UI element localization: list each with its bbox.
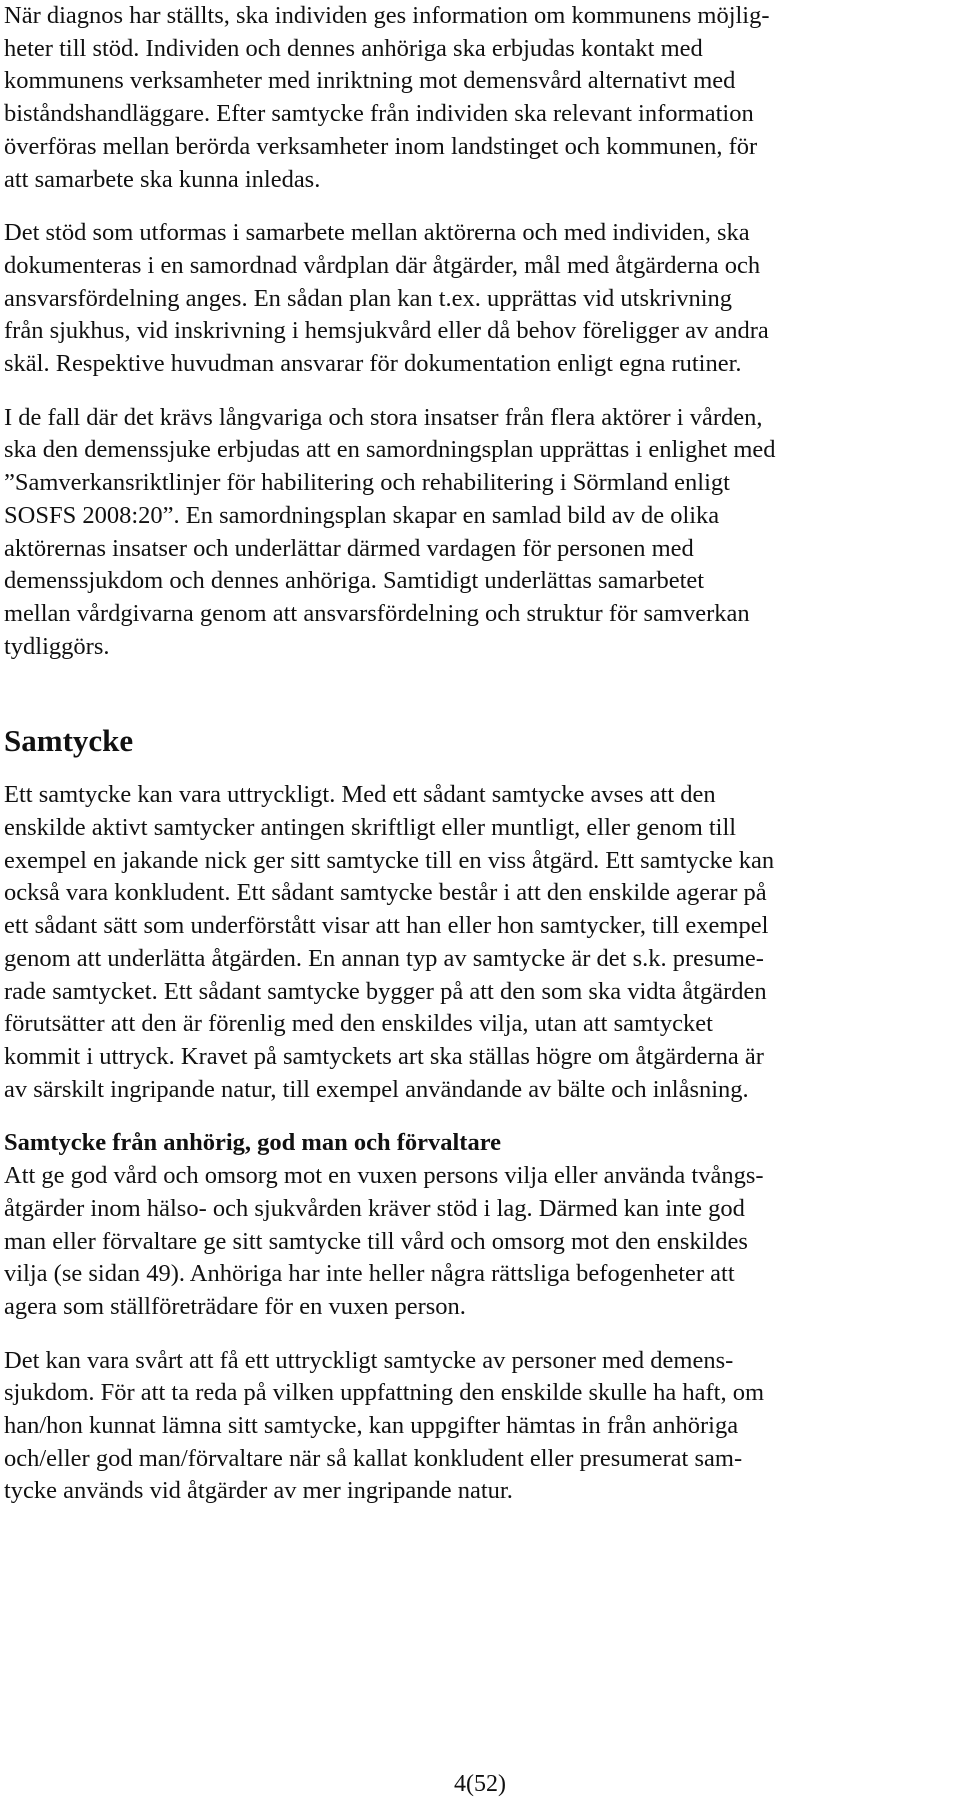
page-number: 4(52) bbox=[454, 1771, 506, 1797]
text-line: agera som ställföreträdare för en vuxen person. bbox=[4, 1292, 466, 1320]
text-line: vilja (se sidan 49). Anhöriga har inte heller några rättsliga befogenheter att bbox=[4, 1260, 735, 1288]
text-line: SOSFS 2008:20”. En samordningsplan skapar en samlad bild av de olika bbox=[4, 501, 720, 529]
text-line: åtgärder inom hälso- och sjukvården kräver stöd i lag. Därmed kan inte god bbox=[4, 1194, 745, 1222]
text-line: demenssjukdom och dennes anhöriga. Samtidigt underlättas samarbetet bbox=[4, 567, 705, 595]
paragraph-gap bbox=[4, 1324, 954, 1345]
paragraph-dementia-consent bbox=[4, 1345, 954, 1509]
text-line: Ett samtycke kan vara uttryckligt. Med ett sådant samtycke avses att den bbox=[4, 781, 716, 809]
paragraph-gap bbox=[4, 381, 954, 402]
text-line: heter till stöd. Individen och dennes anhöriga ska erbjudas kontakt med bbox=[4, 34, 703, 62]
text-line: När diagnos har ställts, ska individen ges information om kommunens möjlig- bbox=[4, 2, 770, 29]
text-line: av särskilt ingripande natur, till exempel användande av bälte och inlåsning. bbox=[4, 1075, 749, 1103]
text-line: Det stöd som utformas i samarbete mellan aktörerna och med individen, ska bbox=[4, 219, 750, 247]
text-line: ska den demenssjuke erbjudas att en samordningsplan upprättas i enlighet med bbox=[4, 436, 776, 464]
text-line: överföras mellan berörda verksamheter inom landstinget och kommunen, för bbox=[4, 132, 758, 160]
text-line: ett sådant sätt som underförstått visar att han eller hon samtycker, till exempel bbox=[4, 912, 769, 940]
paragraph-coordinated-care-plan bbox=[4, 217, 954, 381]
text-line: kommunens verksamheter med inriktning mot demensvård alternativt med bbox=[4, 67, 736, 95]
paragraph-gap bbox=[4, 196, 954, 217]
section-heading: Samtycke bbox=[4, 723, 134, 759]
text-line: från sjukhus, vid inskrivning i hemsjukvård eller då behov föreligger av andra bbox=[4, 317, 769, 345]
document-page bbox=[4, 0, 954, 1508]
text-line: mellan vårdgivarna genom att ansvarsfördelning och struktur för samverkan bbox=[4, 599, 750, 627]
text-line: ansvarsfördelning anges. En sådan plan kan t.ex. upprättas vid utskrivning bbox=[4, 284, 733, 312]
text-line: förutsätter att den är förenlig med den enskildes vilja, utan att samtycket bbox=[4, 1010, 713, 1038]
heading-gap bbox=[4, 761, 954, 779]
text-line: enskilde aktivt samtycker antingen skriftligt eller muntligt, eller genom till bbox=[4, 814, 737, 842]
paragraph-coordination-plan bbox=[4, 402, 954, 664]
text-line: tycke används vid åtgärder av mer ingripande natur. bbox=[4, 1477, 513, 1505]
text-line: sjukdom. För att ta reda på vilken uppfattning den enskilde skulle ha haft, om bbox=[4, 1379, 765, 1407]
text-line: tydliggörs. bbox=[4, 632, 110, 660]
text-line: I de fall där det krävs långvariga och stora insatser från flera aktörer i vården, bbox=[4, 403, 763, 431]
text-line: Det kan vara svårt att få ett uttryckligt samtycke av personer med demens- bbox=[4, 1346, 734, 1374]
text-line: man eller förvaltare ge sitt samtycke till vård och omsorg mot den enskildes bbox=[4, 1227, 748, 1255]
section-gap bbox=[4, 663, 954, 721]
text-line: skäl. Respektive huvudman ansvarar för dokumentation enligt egna rutiner. bbox=[4, 350, 742, 378]
text-line: Att ge god vård och omsorg mot en vuxen persons vilja eller använda tvångs- bbox=[4, 1162, 764, 1190]
text-line: kommit i uttryck. Kravet på samtyckets art ska ställas högre om åtgärderna är bbox=[4, 1042, 764, 1070]
text-line: han/hon kunnat lämna sitt samtycke, kan uppgifter hämtas in från anhöriga bbox=[4, 1412, 739, 1440]
subsection-relative-consent bbox=[4, 1127, 954, 1323]
text-line: aktörernas insatser och underlättar därmed vardagen för personen med bbox=[4, 534, 694, 562]
paragraph-consent-types bbox=[4, 779, 954, 1106]
paragraph-gap bbox=[4, 1106, 954, 1127]
text-line: exempel en jakande nick ger sitt samtycke till en viss åtgärd. Ett samtycke kan bbox=[4, 846, 775, 874]
text-line: genom att underlätta åtgärden. En annan typ av samtycke är det s.k. presume- bbox=[4, 944, 764, 972]
text-line: att samarbete ska kunna inledas. bbox=[4, 165, 321, 193]
text-line: ”Samverkansriktlinjer för habilitering och rehabilitering i Sörmland enligt bbox=[4, 469, 730, 497]
text-line: dokumenteras i en samordnad vårdplan där åtgärder, mål med åtgärderna och bbox=[4, 251, 761, 279]
text-line: biståndshandläggare. Efter samtycke från individen ska relevant information bbox=[4, 100, 754, 128]
paragraph-diagnosis-information bbox=[4, 0, 954, 196]
text-line: rade samtycket. Ett sådant samtycke bygger på att den som ska vidta åtgärden bbox=[4, 977, 767, 1005]
text-line: och/eller god man/förvaltare när så kallat konkludent eller presumerat sam- bbox=[4, 1444, 743, 1472]
subsection-heading: Samtycke från anhörig, god man och förvaltare bbox=[4, 1129, 501, 1157]
text-line: också vara konkludent. Ett sådant samtycke består i att den enskilde agerar på bbox=[4, 879, 767, 907]
